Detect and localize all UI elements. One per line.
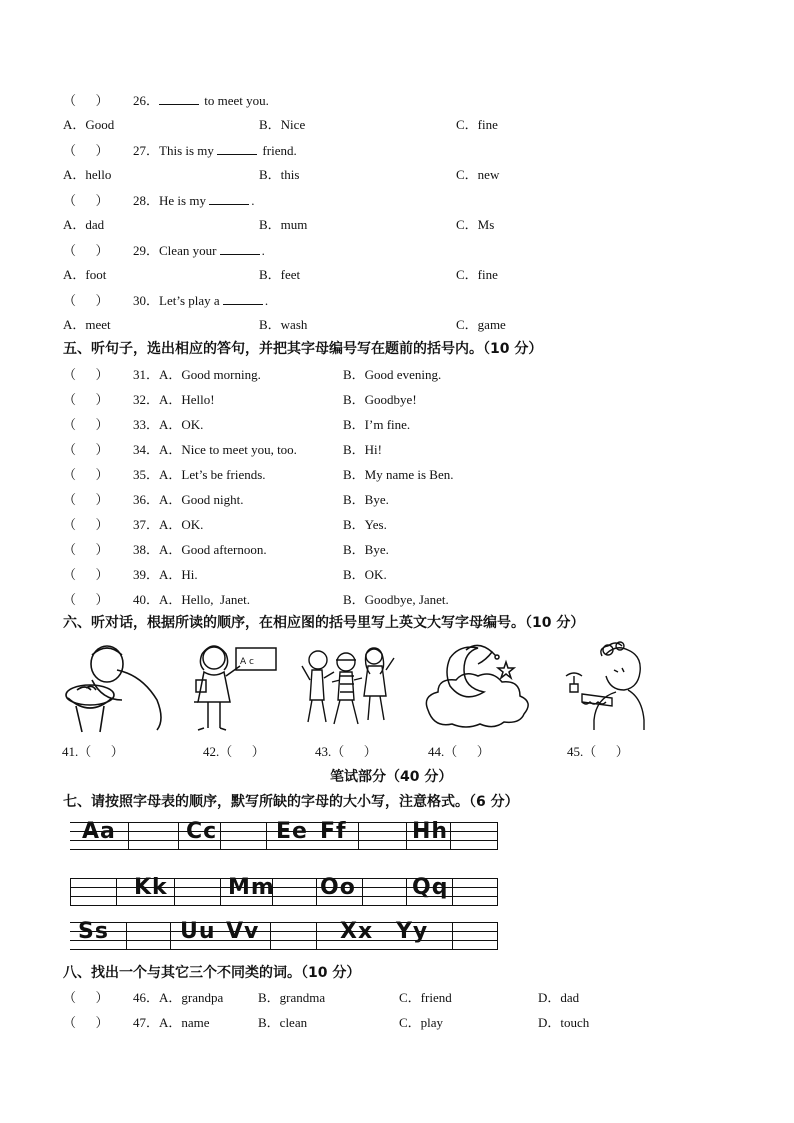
answer-blank — [220, 242, 260, 255]
option-c: C．fine — [456, 117, 498, 132]
option-b: B．wash — [259, 317, 308, 332]
option-b: B．grandma — [258, 990, 326, 1005]
section-6-title: 六、听对话，根据所读的顺序，在相应图的括号里写上英文大写字母编号。（10 分） — [63, 615, 585, 631]
option-a: A．meet — [63, 317, 111, 332]
written-part-title: 笔试部分（40 分） — [330, 769, 453, 785]
option-b: B．OK. — [343, 567, 387, 582]
picture-three-children — [300, 640, 396, 735]
answer-blank — [159, 92, 199, 105]
letter-pair: Mm — [228, 875, 275, 900]
writing-staff-row-3 — [70, 919, 498, 950]
picture-woman-cooking — [558, 640, 658, 735]
option-b: B．I’m fine. — [343, 417, 411, 432]
answer-blank — [223, 292, 263, 305]
writing-staff-row-2 — [70, 875, 498, 906]
letter-pair: Hh — [412, 819, 449, 844]
letter-pair: Xx — [340, 919, 374, 944]
section-7-title: 七、请按照字母表的顺序，默写所缺的字母的大小写，注意格式。（6 分） — [63, 794, 519, 810]
caption-45: 45.（ ） — [567, 744, 629, 759]
question-38: （ ） 38．A．Good afternoon. — [63, 542, 267, 557]
letter-pair: Oo — [320, 875, 356, 900]
option-c: C．new — [456, 167, 500, 182]
option-b: B．Hi! — [343, 442, 383, 457]
option-b: B．Yes. — [343, 517, 387, 532]
letter-pair: Qq — [412, 875, 449, 900]
question-31: （ ） 31．A．Good morning. — [63, 367, 261, 382]
letter-pair: Cc — [186, 819, 218, 844]
picture-moon-cloud — [420, 640, 532, 735]
question-stem: （ ） 47．A．name — [63, 1015, 210, 1030]
option-c: C．fine — [456, 267, 498, 282]
option-d: D．touch — [538, 1015, 590, 1030]
section-5-title: 五、听句子，选出相应的答句，并把其字母编号写在题前的括号内。（10 分） — [63, 341, 543, 357]
option-b: B．clean — [258, 1015, 308, 1030]
option-b: B．feet — [259, 267, 301, 282]
option-c: C．Ms — [456, 217, 495, 232]
option-c: C．play — [399, 1015, 444, 1030]
svg-text:A c: A c — [240, 657, 254, 667]
option-a: A．hello — [63, 167, 112, 182]
letter-pair: Ff — [320, 819, 347, 844]
letter-pair: Yy — [396, 919, 429, 944]
option-d: D．dad — [538, 990, 580, 1005]
caption-41: 41.（ ） — [62, 744, 124, 759]
option-b: B．this — [259, 167, 300, 182]
letter-pair: Ss — [78, 919, 109, 944]
answer-blank — [209, 192, 249, 205]
option-a: A．Good — [63, 117, 115, 132]
option-b: B．Goodbye, Janet. — [343, 592, 449, 607]
letter-pair: Vv — [226, 919, 260, 944]
option-c: C．game — [456, 317, 506, 332]
question-34: （ ） 34．A．Nice to meet you, too. — [63, 442, 297, 457]
letter-pair: Ee — [276, 819, 308, 844]
option-b: B．mum — [259, 217, 308, 232]
option-a: A．dad — [63, 217, 105, 232]
question-stem: （ ） 26． to meet you. — [63, 93, 269, 108]
picture-washing-face — [62, 640, 167, 735]
question-stem: （ ） 30．Let’s play a . — [63, 293, 269, 308]
letter-pair: Aa — [82, 819, 116, 844]
question-36: （ ） 36．A．Good night. — [63, 492, 244, 507]
question-stem: （ ） 28．He is my . — [63, 193, 255, 208]
option-c: C．friend — [399, 990, 452, 1005]
question-37: （ ） 37．A．OK. — [63, 517, 204, 532]
question-35: （ ） 35．A．Let’s be friends. — [63, 467, 266, 482]
option-b: B．Goodbye! — [343, 392, 417, 407]
option-a: A．foot — [63, 267, 107, 282]
picture-teacher-board — [188, 640, 278, 735]
caption-43: 43.（ ） — [315, 744, 377, 759]
question-stem: （ ） 46．A．grandpa — [63, 990, 224, 1005]
question-stem: （ ） 27．This is my friend. — [63, 143, 297, 158]
question-32: （ ） 32．A．Hello! — [63, 392, 215, 407]
option-b: B．Good evening. — [343, 367, 442, 382]
caption-44: 44.（ ） — [428, 744, 490, 759]
writing-staff-row-1 — [70, 819, 498, 850]
question-33: （ ） 33．A．OK. — [63, 417, 204, 432]
option-b: B．Bye. — [343, 492, 389, 507]
question-stem: （ ） 29．Clean your . — [63, 243, 265, 258]
letter-pair: Uu — [180, 919, 216, 944]
section-8-title: 八、找出一个与其它三个不同类的词。（10 分） — [63, 965, 361, 981]
option-b: B．Bye. — [343, 542, 389, 557]
caption-42: 42.（ ） — [203, 744, 265, 759]
answer-blank — [217, 142, 257, 155]
option-b: B．Nice — [259, 117, 306, 132]
letter-pair: Kk — [134, 875, 168, 900]
question-39: （ ） 39．A．Hi. — [63, 567, 198, 582]
option-b: B．My name is Ben. — [343, 467, 454, 482]
question-40: （ ） 40．A．Hello, Janet. — [63, 592, 250, 607]
